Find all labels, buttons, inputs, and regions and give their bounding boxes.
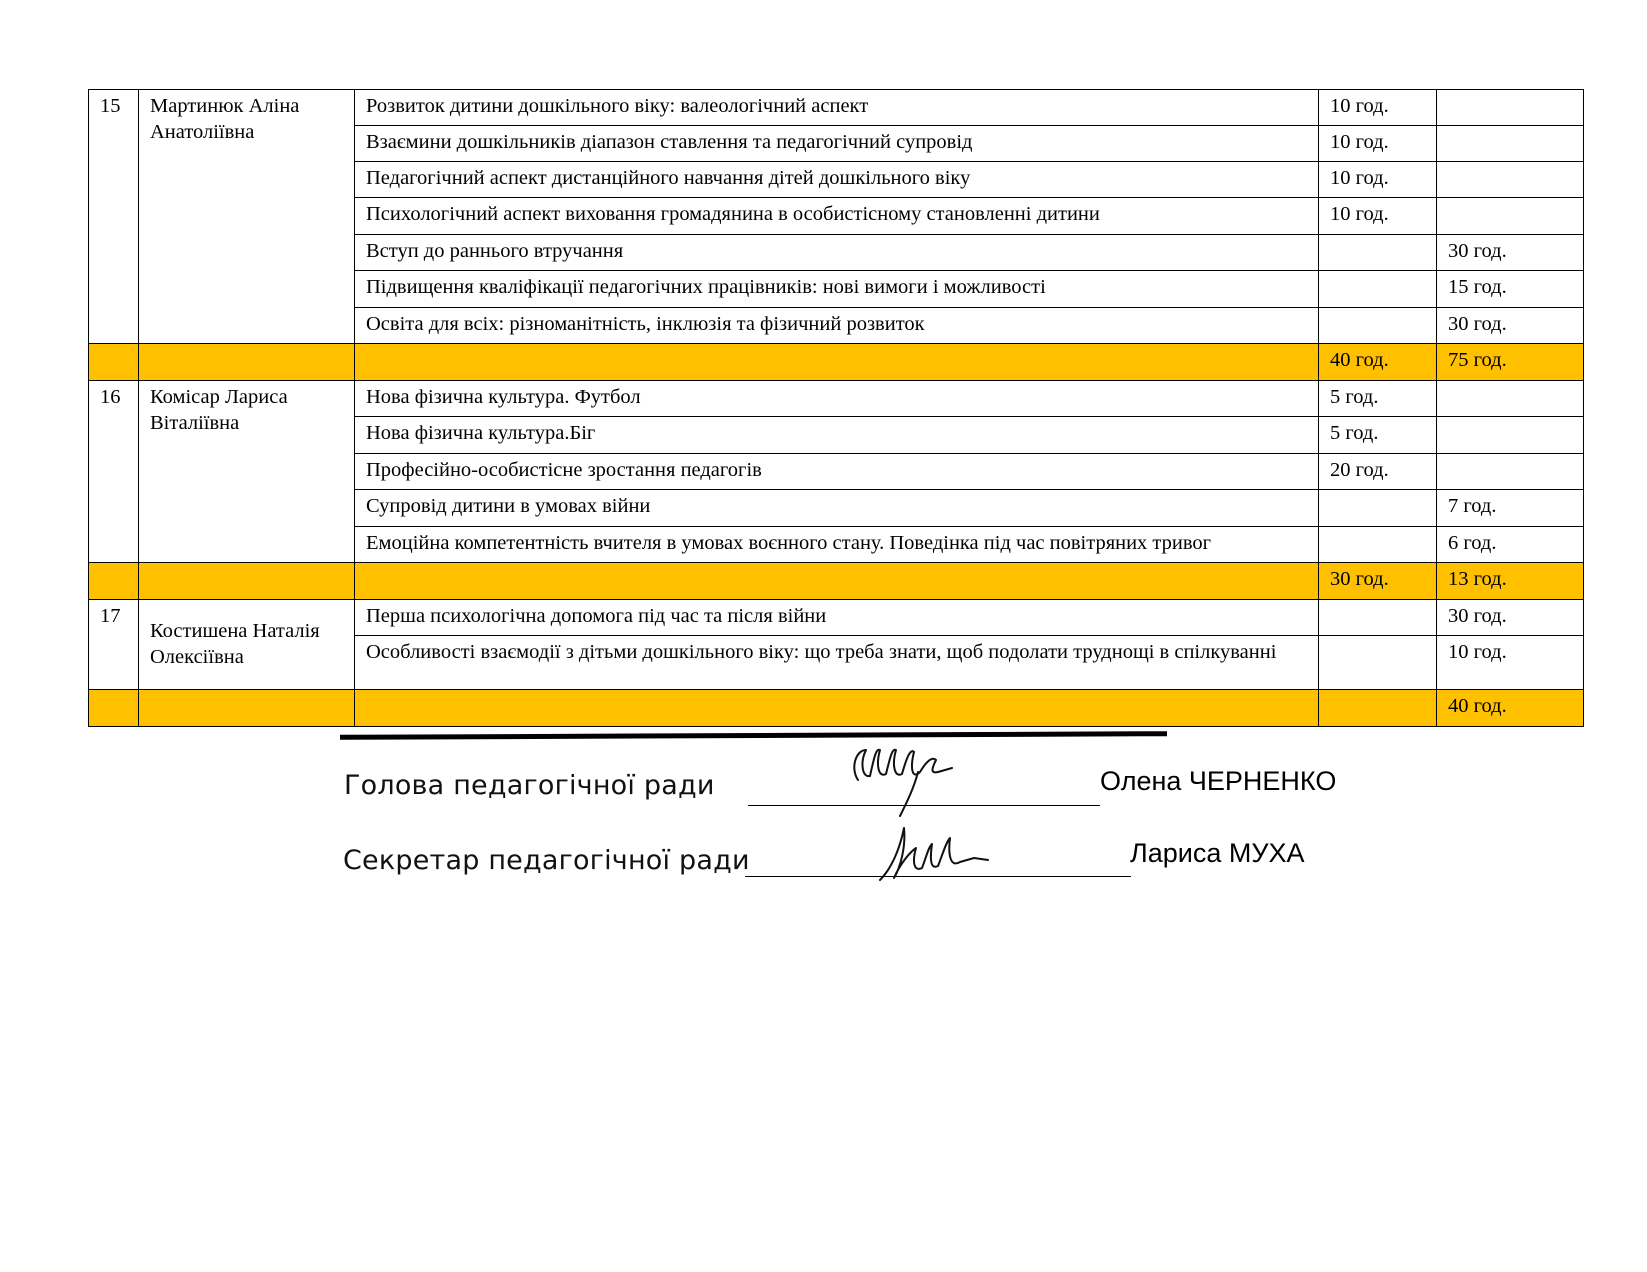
total-col1: 40 год. — [1319, 344, 1437, 381]
course-title: Педагогічний аспект дистанційного навчання дітей дошкільного віку — [355, 162, 1319, 198]
total-col2: 13 год. — [1437, 563, 1584, 600]
hours-col2: 7 год. — [1437, 490, 1584, 527]
hours-col1: 10 год. — [1319, 126, 1437, 162]
course-title: Психологічний аспект виховання громадянина в особистісному становленні дитини — [355, 198, 1319, 235]
course-title: Освіта для всіх: різноманітність, інклюзія та фізичний розвиток — [355, 308, 1319, 344]
hours-col2 — [1437, 162, 1584, 198]
hours-col1 — [1319, 527, 1437, 563]
hours-col1: 5 год. — [1319, 417, 1437, 454]
course-title: Особливості взаємодії з дітьми дошкільного віку: що треба знати, щоб подолати труднощі в спілкуванні — [355, 636, 1319, 690]
hours-col1: 10 год. — [1319, 162, 1437, 198]
hours-col2 — [1437, 126, 1584, 162]
course-title: Нова фізична культура. Футбол — [355, 381, 1319, 417]
total-col1 — [1319, 690, 1437, 727]
person-name: Костишена Наталія Олексіївна — [139, 600, 355, 690]
course-title: Супровід дитини в умовах війни — [355, 490, 1319, 527]
course-title: Нова фізична культура.Біг — [355, 417, 1319, 454]
hours-col2 — [1437, 381, 1584, 417]
chair-signature — [840, 738, 980, 818]
hours-col2: 6 год. — [1437, 527, 1584, 563]
hours-col2: 10 год. — [1437, 636, 1584, 690]
hours-col2: 15 год. — [1437, 271, 1584, 308]
person-name: Мартинюк Аліна Анатоліївна — [139, 90, 355, 344]
course-title: Перша психологічна допомога під час та після війни — [355, 600, 1319, 636]
course-title: Вступ до раннього втручання — [355, 235, 1319, 271]
row-number: 17 — [89, 600, 139, 690]
course-title: Взаємини дошкільників діапазон ставлення та педагогічний супровід — [355, 126, 1319, 162]
hours-col1 — [1319, 308, 1437, 344]
hours-col1 — [1319, 636, 1437, 690]
course-title: Професійно-особистісне зростання педагогів — [355, 454, 1319, 490]
total-row — [89, 344, 1584, 381]
total-row — [89, 690, 1584, 727]
chair-name: Олена ЧЕРНЕНКО — [1100, 766, 1337, 796]
hours-col1: 20 год. — [1319, 454, 1437, 490]
hours-col1: 10 год. — [1319, 198, 1437, 235]
row-number: 15 — [89, 90, 139, 344]
hours-col2: 30 год. — [1437, 235, 1584, 271]
course-title: Емоційна компетентність вчителя в умовах воєнного стану. Поведінка під час повітряних тривог — [355, 527, 1319, 563]
hours-col1 — [1319, 490, 1437, 527]
person-name: Комісар Лариса Віталіївна — [139, 381, 355, 563]
chair-role-label: Голова педагогічної ради — [344, 770, 715, 801]
document-table — [88, 89, 1584, 727]
hours-col2 — [1437, 417, 1584, 454]
hours-col1 — [1319, 271, 1437, 308]
hours-col2: 30 год. — [1437, 308, 1584, 344]
total-col2: 40 год. — [1437, 690, 1584, 727]
secretary-signature — [870, 818, 1000, 888]
divider-rule — [340, 731, 1167, 740]
course-title: Розвиток дитини дошкільного віку: валеологічний аспект — [355, 90, 1319, 126]
hours-col1: 5 год. — [1319, 381, 1437, 417]
total-col1: 30 год. — [1319, 563, 1437, 600]
hours-col1: 10 год. — [1319, 90, 1437, 126]
table-row — [89, 381, 1584, 417]
course-title: Підвищення кваліфікації педагогічних працівників: нові вимоги і можливості — [355, 271, 1319, 308]
hours-col1 — [1319, 235, 1437, 271]
hours-col2 — [1437, 90, 1584, 126]
hours-col1 — [1319, 600, 1437, 636]
table-row — [89, 600, 1584, 636]
hours-col2: 30 год. — [1437, 600, 1584, 636]
secretary-name: Лариса МУХА — [1130, 838, 1305, 868]
total-row — [89, 563, 1584, 600]
total-col2: 75 год. — [1437, 344, 1584, 381]
hours-col2 — [1437, 198, 1584, 235]
row-number: 16 — [89, 381, 139, 563]
table-row — [89, 90, 1584, 126]
hours-col2 — [1437, 454, 1584, 490]
secretary-role-label: Секретар педагогічної ради — [343, 845, 750, 876]
